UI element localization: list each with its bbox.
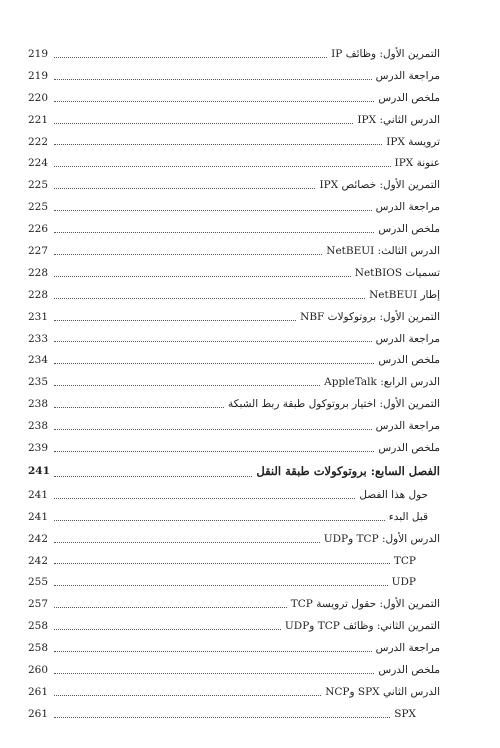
toc-entry [28, 218, 440, 240]
toc-entry [28, 349, 440, 371]
dot-leader [54, 406, 224, 408]
dot-leader [54, 362, 374, 364]
dot-leader [54, 475, 252, 477]
toc-entry [28, 659, 440, 681]
toc-entry-title: عنونة IPX [394, 157, 440, 170]
dot-leader [54, 100, 374, 102]
toc-page-number: 228 [28, 288, 49, 301]
dot-leader [54, 450, 374, 452]
toc-entry [28, 109, 440, 131]
toc-page-number: 224 [28, 157, 49, 170]
toc-entry-title: SPX [392, 708, 440, 720]
toc-entry [28, 571, 440, 593]
toc-page-number: 242 [28, 532, 49, 545]
toc-page-number: 261 [28, 685, 49, 698]
toc-entry [28, 196, 440, 218]
dot-leader [54, 122, 353, 124]
dot-leader [54, 275, 351, 277]
toc-entry-title: مراجعة الدرس [375, 642, 440, 655]
toc-entry-title: ملخص الدرس [378, 441, 440, 454]
toc-page-number: 222 [28, 135, 49, 148]
toc-entry [28, 506, 440, 528]
toc-page-number: 238 [28, 398, 49, 411]
toc-entry-title: الدرس الثالث: NetBEUI [326, 244, 440, 257]
toc-entry-title: مراجعة الدرس [375, 69, 440, 82]
toc-page-number: 260 [28, 663, 49, 676]
dot-leader [54, 650, 372, 652]
toc-entry-title: تسميات NetBIOS [354, 266, 440, 279]
toc-entry-title: الدرس الثاني SPX وNCP [325, 685, 440, 698]
dot-leader [54, 541, 320, 543]
toc-entry-title: UDP [390, 576, 440, 588]
toc-entry-title: التمرين الأول: حقول ترويسة TCP [290, 598, 440, 611]
toc-entry [28, 371, 440, 393]
toc-entry-title: ملخص الدرس [378, 354, 440, 367]
dot-leader [54, 606, 287, 608]
toc-entry-title: حول هذا الفصل [357, 489, 440, 501]
toc-entry-title: مراجعة الدرس [375, 332, 440, 345]
toc-entry-title: الدرس الرابع: AppleTalk [324, 376, 440, 389]
toc-page-number: 241 [28, 510, 49, 523]
toc-page-number: 261 [28, 707, 49, 720]
toc-entry [28, 284, 440, 306]
toc-page-number: 235 [28, 376, 49, 389]
toc-page-number: 226 [28, 223, 49, 236]
toc-page-number: 234 [28, 354, 49, 367]
dot-leader [54, 56, 327, 58]
toc-entry [28, 240, 440, 262]
toc-entry-title: التمرين الثاني: وظائف TCP وUDP [284, 620, 440, 633]
toc-page-number: 225 [28, 201, 49, 214]
toc-entry [28, 152, 440, 174]
toc-entry-title: ملخص الدرس [378, 91, 440, 104]
toc-entry-title: التمرين الأول: وظائف IP [331, 47, 440, 60]
toc-page-number: 258 [28, 620, 49, 633]
toc-entry-title: مراجعة الدرس [375, 420, 440, 433]
toc-entry [28, 437, 440, 459]
toc-page-number: 225 [28, 179, 49, 192]
dot-leader [54, 209, 372, 211]
dot-leader [54, 562, 390, 564]
toc-entry-title: ملخص الدرس [378, 663, 440, 676]
toc-entry [28, 637, 440, 659]
toc-page-number: 219 [28, 47, 49, 60]
dot-leader [54, 143, 382, 145]
toc-entry-title: الدرس الأول: TCP وUDP [323, 532, 440, 545]
toc-entry-title: ملخص الدرس [378, 223, 440, 236]
toc-entry [28, 415, 440, 437]
toc-entry [28, 262, 440, 284]
toc-entry [28, 131, 440, 153]
toc-chapter-heading [28, 459, 440, 484]
dot-leader [54, 628, 281, 630]
dot-leader [54, 78, 372, 80]
toc-entry [28, 43, 440, 65]
toc-page-number: 241 [28, 488, 49, 501]
toc-entry [28, 328, 440, 350]
toc-entry-title: ترويسة IPX [386, 135, 440, 148]
toc-entry-title: TCP [392, 555, 440, 567]
dot-leader [54, 253, 322, 255]
toc-entry-title: التمرين الأول: اختيار بروتوكول طبقة ربط الشبكة [228, 398, 440, 411]
dot-leader [54, 384, 320, 386]
toc-page-number: 231 [28, 310, 49, 323]
toc-entry-title: إطار NetBEUI [369, 288, 440, 301]
toc-page-number: 227 [28, 244, 49, 257]
toc-entry [28, 306, 440, 328]
toc-page-number: 257 [28, 598, 49, 611]
toc-entry-title: قبل البدء [387, 511, 440, 523]
toc-page-number: 255 [28, 576, 49, 589]
toc-entry [28, 615, 440, 637]
toc-entry [28, 550, 440, 572]
dot-leader [54, 716, 390, 718]
toc-page-number: 233 [28, 332, 49, 345]
toc-page-number: 258 [28, 642, 49, 655]
dot-leader [54, 187, 315, 189]
toc-entry-title: الدرس الثاني: IPX [357, 113, 440, 126]
toc-page-number: 242 [28, 554, 49, 567]
dot-leader [54, 340, 372, 342]
dot-leader [54, 694, 321, 696]
toc-page-number: 241 [28, 465, 50, 478]
toc-entry-title: مراجعة الدرس [375, 201, 440, 214]
toc-page-number: 219 [28, 69, 49, 82]
dot-leader [54, 519, 385, 521]
dot-leader [54, 231, 374, 233]
toc-entry [28, 87, 440, 109]
toc-entry [28, 484, 440, 506]
toc-entry-title: الفصل السابع: بروتوكولات طبقة النقل [256, 464, 440, 479]
toc-page-number: 238 [28, 420, 49, 433]
toc-entry [28, 681, 440, 703]
toc-entry [28, 393, 440, 415]
toc-entry [28, 65, 440, 87]
dot-leader [54, 584, 388, 586]
toc-page-number: 220 [28, 91, 49, 104]
toc-entry-title: التمرين الأول: بروتوكولات NBF [300, 310, 440, 323]
dot-leader [54, 165, 391, 167]
table-of-contents [28, 43, 440, 725]
dot-leader [54, 672, 374, 674]
toc-page-number: 221 [28, 113, 49, 126]
dot-leader [54, 297, 365, 299]
toc-entry [28, 593, 440, 615]
toc-entry [28, 528, 440, 550]
toc-entry-title: التمرين الأول: خصائص IPX [319, 179, 440, 192]
dot-leader [54, 319, 296, 321]
dot-leader [54, 497, 355, 499]
dot-leader [54, 428, 372, 430]
toc-page-number: 228 [28, 266, 49, 279]
toc-entry [28, 174, 440, 196]
toc-page-number: 239 [28, 441, 49, 454]
toc-entry [28, 703, 440, 725]
